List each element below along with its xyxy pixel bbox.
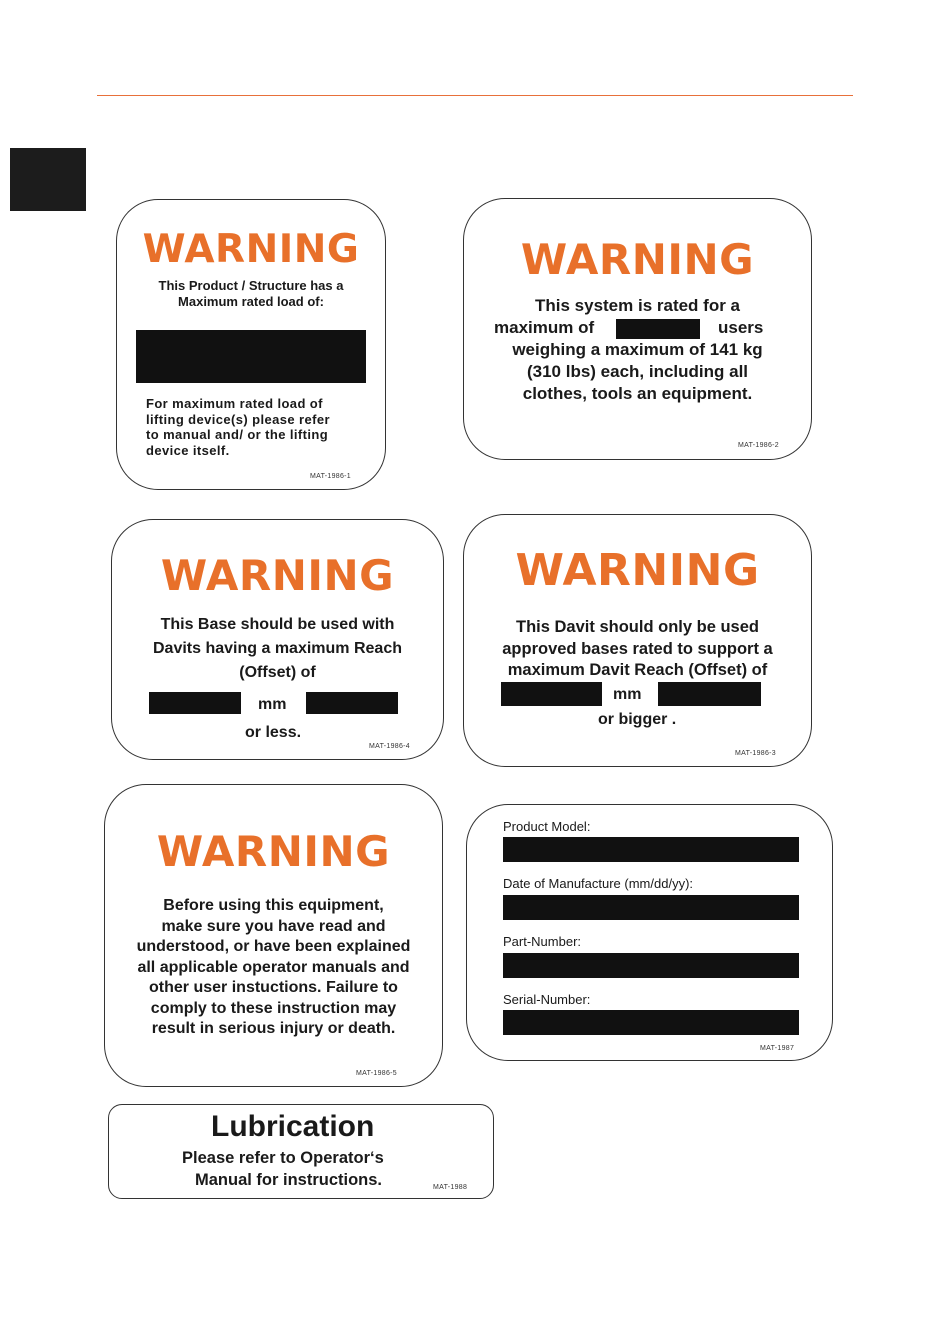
label-text-line: maximum of bbox=[494, 318, 595, 337]
redacted-part-number bbox=[503, 953, 799, 978]
label-text-line: or bigger . bbox=[598, 711, 677, 728]
label-text-line: result in serious injury or death. bbox=[151, 1020, 396, 1037]
redacted-value bbox=[658, 682, 761, 706]
note-line: to manual and/ or the lifting bbox=[146, 427, 329, 442]
label-code: MAT-1986-1 bbox=[310, 473, 351, 480]
redacted-serial-number bbox=[503, 1010, 799, 1035]
label-text bbox=[464, 617, 811, 682]
redacted-value bbox=[306, 692, 398, 714]
label-text-line: Maximum rated load of: bbox=[178, 294, 324, 309]
label-lubrication bbox=[108, 1104, 494, 1199]
redacted-value bbox=[136, 330, 366, 383]
label-text-line: Davits having a maximum Reach bbox=[153, 640, 402, 657]
redacted-product-model bbox=[503, 837, 799, 862]
warning-heading: WARNING bbox=[515, 545, 760, 596]
label-code: MAT-1986-2 bbox=[738, 442, 779, 449]
redacted-date bbox=[503, 895, 799, 920]
label-note bbox=[146, 396, 356, 458]
unit-label: mm bbox=[613, 686, 642, 703]
warning-heading: WARNING bbox=[156, 827, 391, 876]
note-line: lifting device(s) please refer bbox=[146, 411, 330, 427]
label-text-line: This Davit should only be used bbox=[516, 618, 759, 636]
label-manuals bbox=[104, 784, 443, 1087]
lubrication-title: Lubrication bbox=[211, 1110, 375, 1143]
label-text-line: make sure you have read and bbox=[161, 917, 386, 935]
unit-label: mm bbox=[258, 696, 287, 713]
redacted-value bbox=[616, 319, 700, 339]
label-code: MAT-1986-4 bbox=[369, 743, 410, 750]
label-text-line: clothes, tools an equipment. bbox=[522, 384, 753, 403]
label-text-line: (310 lbs) each, including all bbox=[526, 362, 749, 381]
label-text-line: This Base should be used with bbox=[160, 616, 395, 633]
label-text-line: Before using this equipment, bbox=[163, 897, 384, 914]
redacted-value bbox=[149, 692, 241, 714]
label-text-line: maximum Davit Reach (Offset) of bbox=[507, 661, 768, 679]
label-text-line: users bbox=[718, 318, 764, 337]
label-max-load bbox=[116, 199, 386, 490]
label-text-line: understood, or have been explained bbox=[136, 938, 411, 955]
label-code: MAT-1986-5 bbox=[356, 1070, 397, 1077]
note-line: device itself. bbox=[146, 442, 230, 458]
label-text-line: weighing a maximum of 141 kg bbox=[512, 340, 763, 359]
warning-heading: WARNING bbox=[520, 235, 755, 284]
field-label-serial-number: Serial-Number: bbox=[503, 992, 591, 1007]
warning-heading: WARNING bbox=[160, 551, 395, 600]
section-tab bbox=[10, 148, 86, 211]
label-code: MAT-1986-3 bbox=[735, 750, 776, 757]
label-text-line: This system is rated for a bbox=[534, 296, 741, 315]
lubrication-text-line: Please refer to Operator‘s bbox=[182, 1149, 384, 1167]
field-label-date-of-manufacture: Date of Manufacture (mm/dd/yy): bbox=[503, 876, 694, 891]
label-base bbox=[111, 519, 444, 760]
field-label-product-model: Product Model: bbox=[503, 819, 591, 834]
label-text bbox=[112, 613, 443, 685]
header-rule bbox=[97, 95, 853, 96]
lubrication-text-line: Manual for instructions. bbox=[195, 1171, 383, 1189]
label-text-line: approved bases rated to support a bbox=[502, 639, 773, 658]
label-text bbox=[105, 896, 442, 1040]
label-text-line: all applicable operator manuals and bbox=[137, 958, 410, 976]
label-users bbox=[463, 198, 812, 460]
label-text-line: or less. bbox=[245, 724, 302, 741]
label-text-line: (Offset) of bbox=[239, 664, 316, 681]
label-text bbox=[117, 278, 385, 310]
warning-heading: WARNING bbox=[142, 227, 360, 272]
label-code: MAT-1987 bbox=[760, 1045, 795, 1052]
label-text-line: comply to these instruction may bbox=[150, 999, 397, 1017]
label-text-line: This Product / Structure has a bbox=[158, 278, 344, 293]
label-davit bbox=[463, 514, 812, 767]
note-line: For maximum rated load of bbox=[146, 396, 323, 411]
redacted-value bbox=[501, 682, 602, 706]
label-text-line: other user instuctions. Failure to bbox=[149, 979, 398, 996]
label-product-info bbox=[466, 804, 833, 1061]
field-label-part-number: Part-Number: bbox=[503, 934, 582, 949]
label-code: MAT-1988 bbox=[433, 1184, 468, 1191]
